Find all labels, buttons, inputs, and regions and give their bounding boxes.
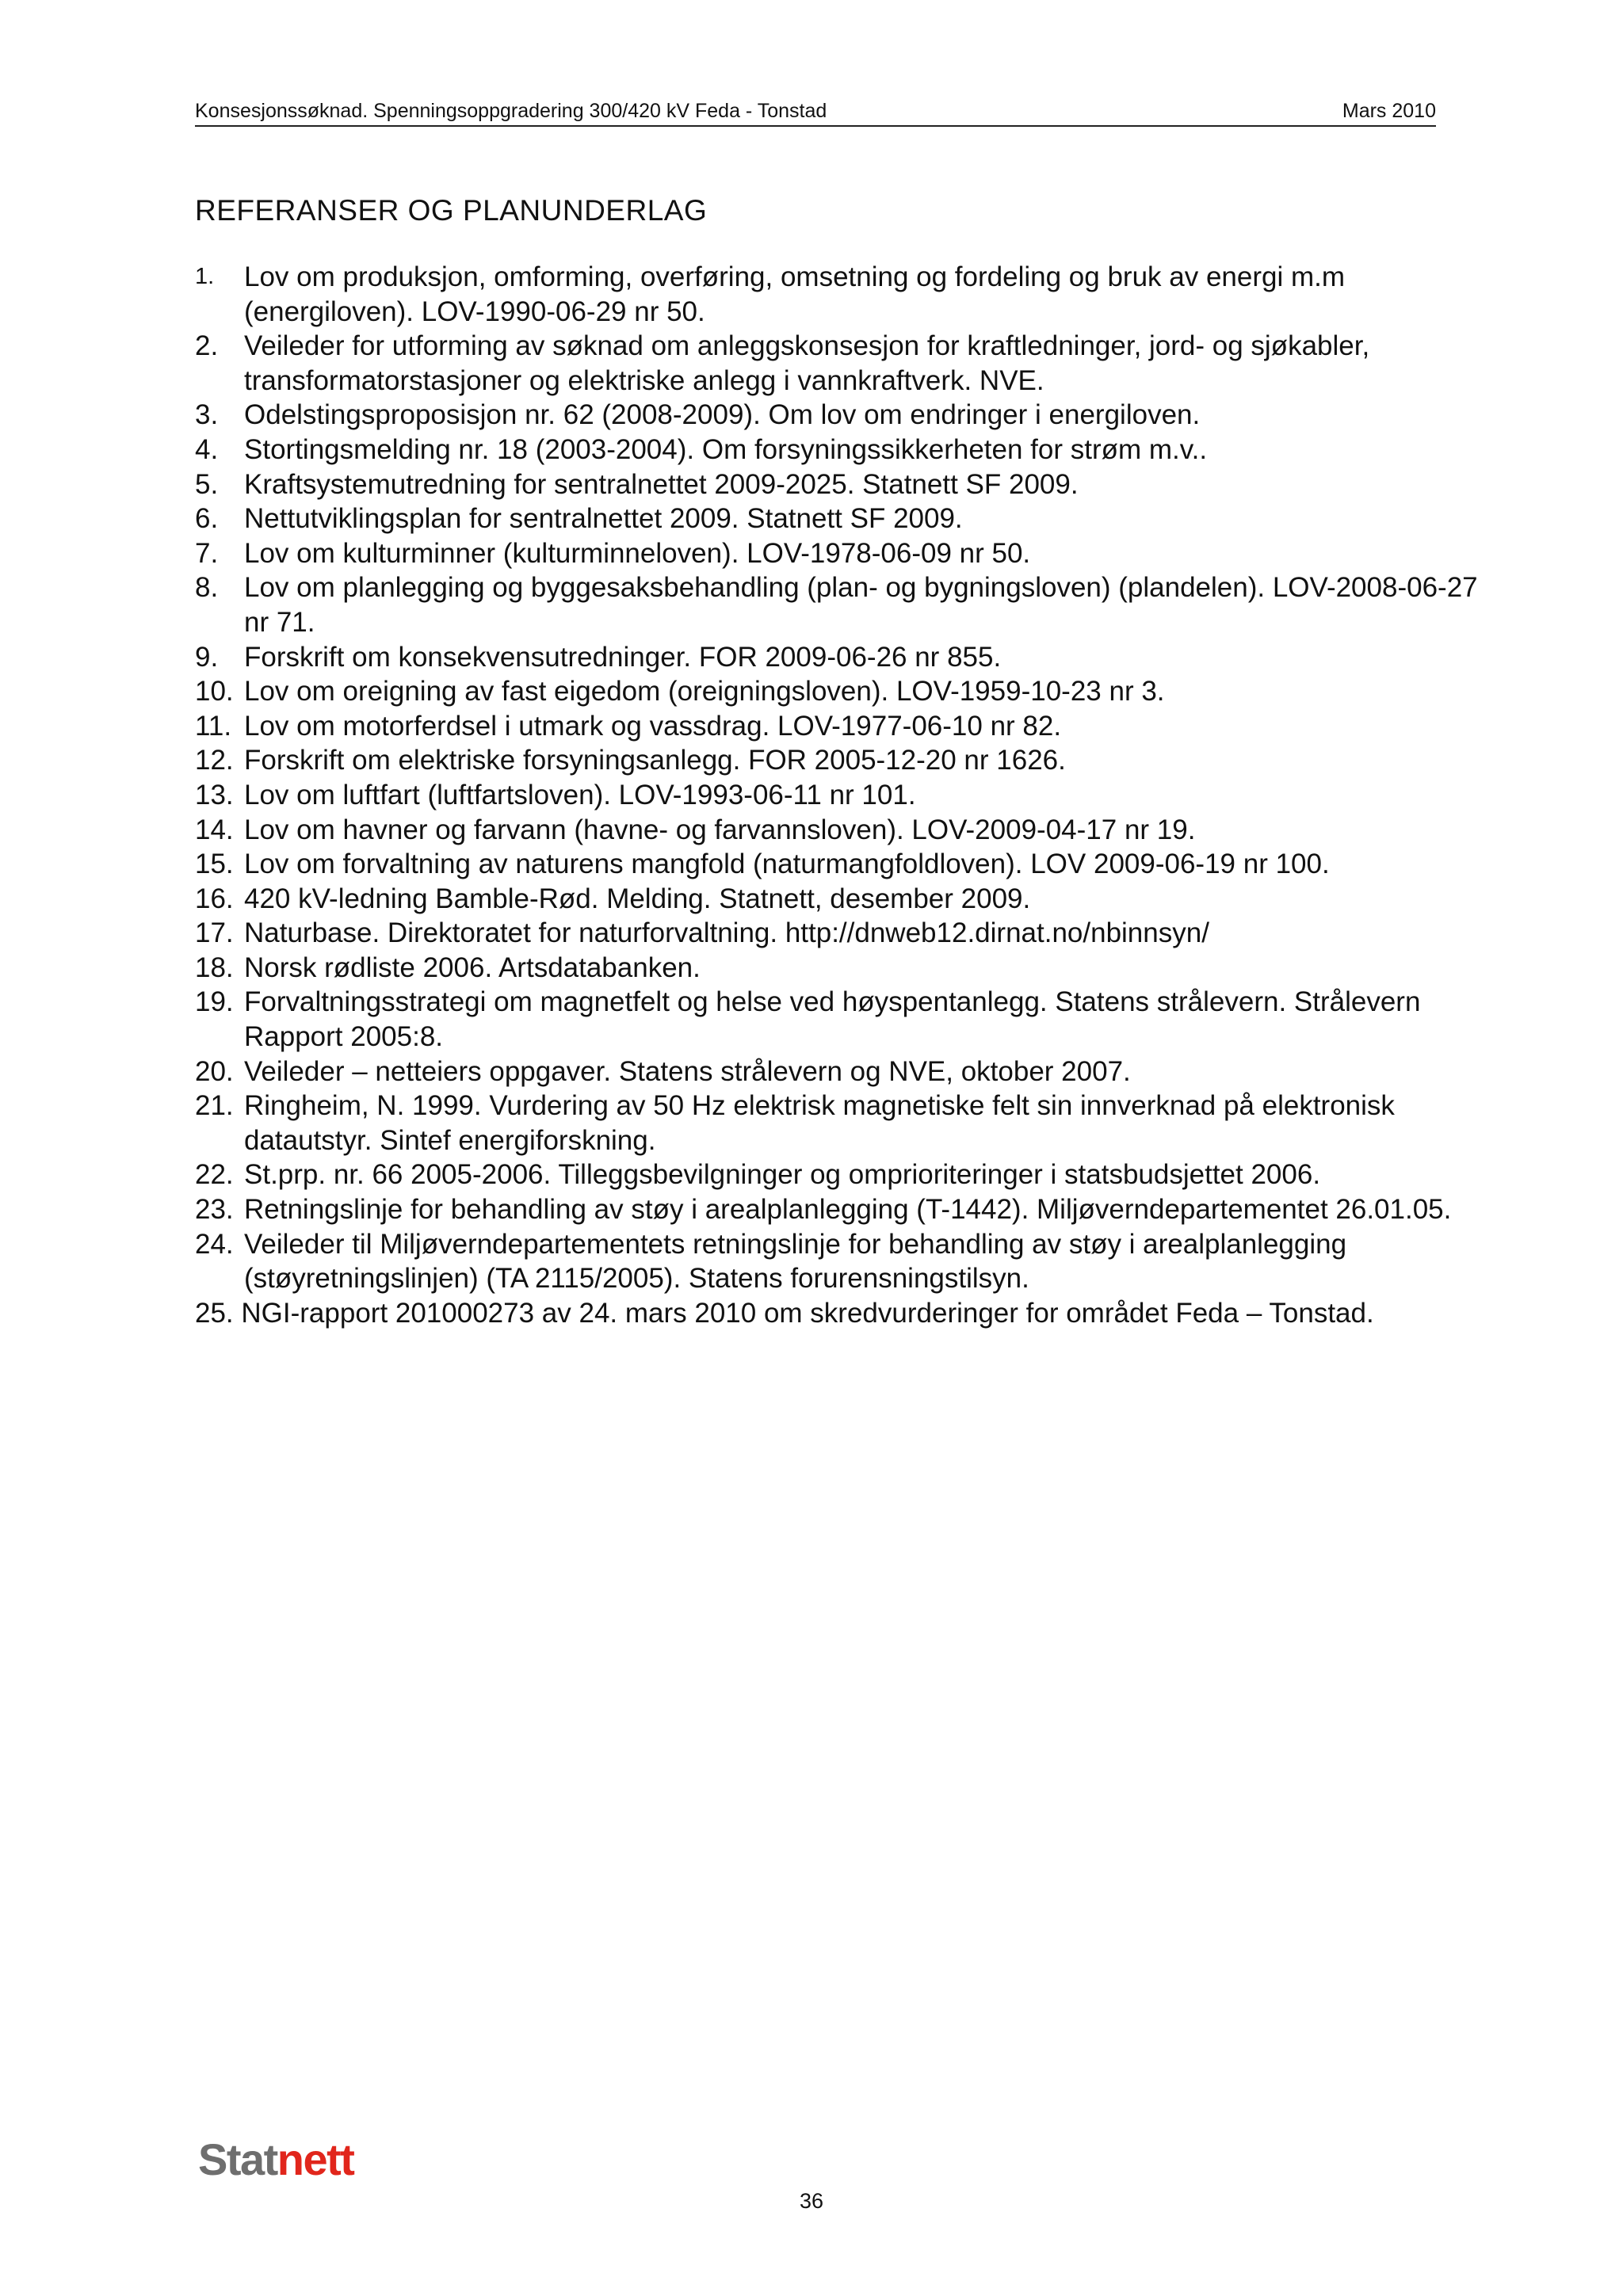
reference-item	[195, 398, 1479, 433]
reference-number: 6.	[195, 503, 219, 535]
reference-text: Forskrift om elektriske forsyningsanlegg. FOR 2005-12-20 nr 1626.	[244, 745, 1066, 776]
reference-item	[195, 882, 1479, 917]
reference-number: 1.	[195, 264, 215, 289]
reference-number: 24.	[195, 1228, 234, 1260]
reference-text: Odelstingsproposisjon nr. 62 (2008-2009). Om lov om endringer i energiloven.	[244, 399, 1201, 431]
reference-number: 4.	[195, 433, 219, 465]
reference-item	[195, 433, 1479, 467]
reference-text: Lov om kulturminner (kulturminneloven). LOV-1978-06-09 nr 50.	[244, 537, 1031, 569]
reference-text: Norsk rødliste 2006. Artsdatabanken.	[244, 952, 701, 983]
reference-number: 11.	[195, 710, 232, 742]
reference-text: 420 kV-ledning Bamble-Rød. Melding. Statnett, desember 2009.	[244, 883, 1031, 914]
reference-text: Veileder til Miljøverndepartementets retningslinje for behandling av støy i arealplanlegging (støyretningslinjen) (TA 2115/2005). Statens forurensningstilsyn.	[244, 1228, 1347, 1295]
reference-item	[195, 467, 1479, 502]
reference-number: 14.	[195, 814, 234, 845]
reference-number: 23.	[195, 1194, 234, 1226]
reference-text: Ringheim, N. 1999. Vurdering av 50 Hz elektrisk magnetiske felt sin innverknad på elektronisk datautstyr. Sintef energiforskning.	[244, 1090, 1395, 1156]
reference-number: 16.	[195, 883, 234, 914]
reference-number: 12.	[195, 745, 234, 776]
reference-text: Forskrift om konsekvensutredninger. FOR 2009-06-26 nr 855.	[244, 641, 1002, 673]
logo-text-stat: Stat	[198, 2134, 277, 2184]
reference-item	[195, 260, 1479, 329]
reference-number: 20.	[195, 1055, 234, 1087]
reference-item	[195, 847, 1479, 882]
reference-text: Naturbase. Direktoratet for naturforvaltning. http://dnweb12.dirnat.no/nbinnsyn/	[244, 917, 1209, 949]
reference-number: 3.	[195, 399, 219, 431]
reference-item	[195, 951, 1479, 986]
reference-item	[195, 1296, 1479, 1331]
reference-item	[195, 1227, 1479, 1296]
reference-text: Forvaltningsstrategi om magnetfelt og helse ved høyspentanlegg. Statens strålevern. Strålevern Rapport 2005:8.	[244, 986, 1421, 1053]
reference-number: 18.	[195, 952, 234, 983]
reference-number: 2.	[195, 330, 219, 362]
reference-item	[195, 502, 1479, 536]
reference-item	[195, 813, 1479, 848]
reference-number: 17.	[195, 917, 234, 949]
reference-text: Lov om luftfart (luftfartsloven). LOV-1993-06-11 nr 101.	[244, 779, 916, 810]
reference-item	[195, 329, 1479, 398]
header-date: Mars 2010	[1342, 100, 1436, 122]
page-header	[195, 93, 1436, 127]
reference-text: Lov om planlegging og byggesaksbehandling (plan- og bygningsloven) (plandelen). LOV-2008-06-27 nr 71.	[244, 572, 1478, 638]
reference-text: Lov om oreigning av fast eigedom (oreigningsloven). LOV-1959-10-23 nr 3.	[244, 676, 1165, 707]
reference-text: Lov om havner og farvann (havne- og farvannsloven). LOV-2009-04-17 nr 19.	[244, 814, 1196, 845]
reference-number: 19.	[195, 986, 234, 1018]
reference-text: Lov om produksjon, omforming, overføring, omsetning og fordeling og bruk av energi m.m (energiloven). LOV-1990-06-29 nr 50.	[244, 261, 1345, 327]
reference-item	[195, 985, 1479, 1054]
reference-text: Kraftsystemutredning for sentralnettet 2009-2025. Statnett SF 2009.	[244, 468, 1079, 500]
reference-number: 22.	[195, 1159, 234, 1191]
reference-text: Lov om forvaltning av naturens mangfold (naturmangfoldloven). LOV 2009-06-19 nr 100.	[244, 849, 1330, 880]
reference-item	[195, 536, 1479, 571]
reference-number: 7.	[195, 537, 219, 569]
reference-text: Veileder for utforming av søknad om anleggskonsesjon for kraftledninger, jord- og sjøkabler, transformatorstasjoner og elektriske anlegg i vannkraftverk. NVE.	[244, 330, 1370, 396]
reference-number: 10.	[195, 676, 234, 707]
reference-item	[195, 778, 1479, 813]
reference-text: NGI-rapport 201000273 av 24. mars 2010 om skredvurderinger for området Feda – Tonstad.	[241, 1297, 1374, 1329]
reference-item	[195, 709, 1479, 744]
reference-number: 9.	[195, 641, 219, 673]
reference-text: Veileder – netteiers oppgaver. Statens strålevern og NVE, oktober 2007.	[244, 1055, 1131, 1087]
reference-text: Stortingsmelding nr. 18 (2003-2004). Om forsyningssikkerheten for strøm m.v..	[244, 433, 1208, 465]
reference-text: Lov om motorferdsel i utmark og vassdrag. LOV-1977-06-10 nr 82.	[244, 710, 1062, 742]
reference-item	[195, 1192, 1479, 1227]
reference-item	[195, 743, 1479, 778]
reference-text: Nettutviklingsplan for sentralnettet 2009. Statnett SF 2009.	[244, 503, 963, 535]
reference-number: 21.	[195, 1090, 234, 1122]
section-title: REFERANSER OG PLANUNDERLAG	[195, 194, 708, 227]
page-number: 36	[799, 2189, 824, 2213]
reference-item	[195, 674, 1479, 709]
logo-text-nett: nett	[277, 2134, 354, 2184]
reference-number: 13.	[195, 779, 234, 810]
reference-number: 25.	[195, 1297, 242, 1329]
header-document-title: Konsesjonssøknad. Spenningsoppgradering 300/420 kV Feda - Tonstad	[195, 100, 827, 122]
reference-item	[195, 640, 1479, 675]
reference-text: Retningslinje for behandling av støy i arealplanlegging (T-1442). Miljøverndepartementet 26.01.05.	[244, 1194, 1452, 1226]
reference-item	[195, 1158, 1479, 1192]
reference-item	[195, 916, 1479, 951]
reference-item	[195, 1055, 1479, 1089]
reference-text: St.prp. nr. 66 2005-2006. Tilleggsbevilgninger og omprioriteringer i statsbudsjettet 2006.	[244, 1159, 1321, 1191]
reference-item	[195, 1089, 1479, 1158]
reference-list	[195, 260, 1479, 1330]
reference-item	[195, 570, 1479, 639]
reference-number: 15.	[195, 849, 234, 880]
reference-number: 5.	[195, 468, 219, 500]
reference-number: 8.	[195, 572, 219, 604]
statnett-logo	[198, 2134, 353, 2185]
